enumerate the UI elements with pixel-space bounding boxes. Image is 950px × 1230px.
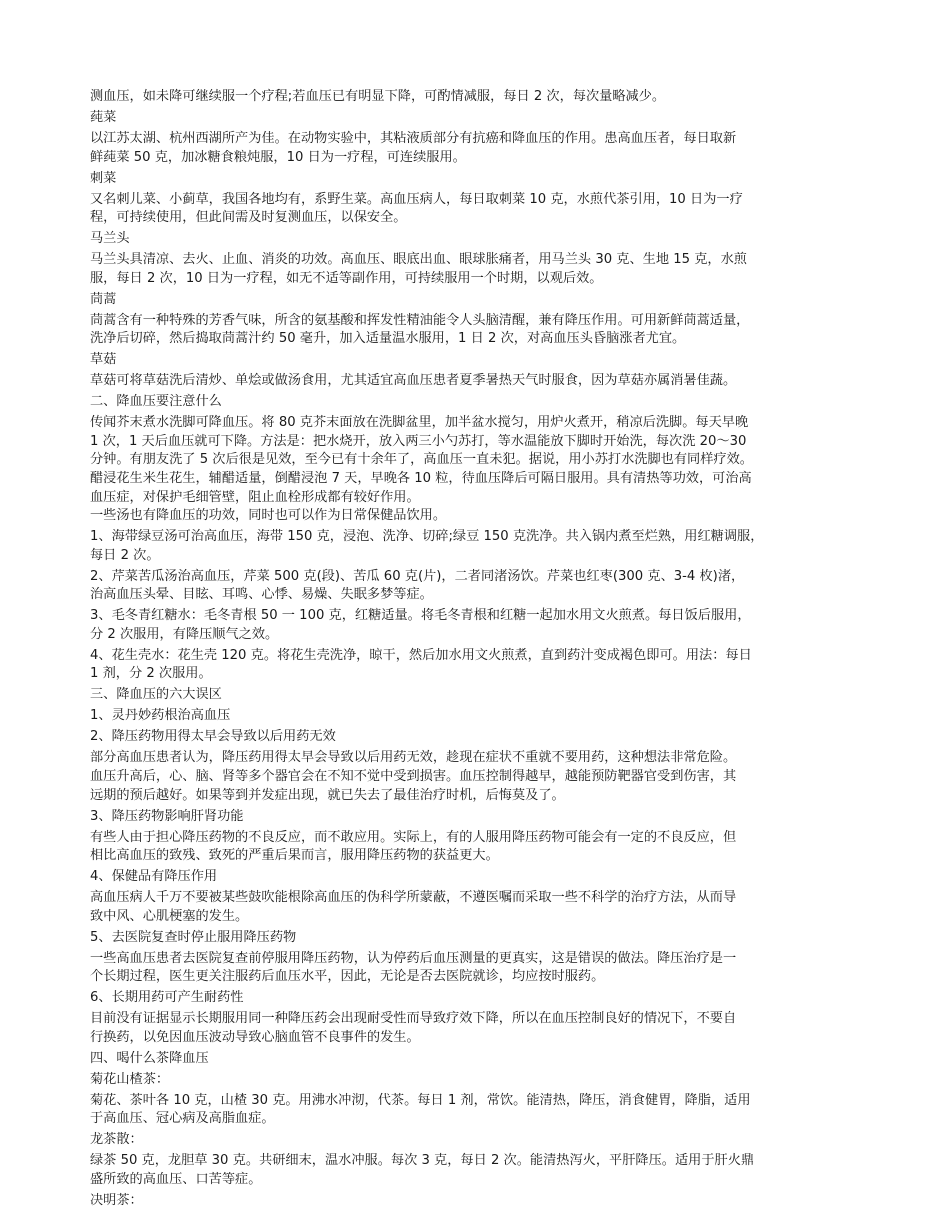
paragraph: [90, 607, 865, 644]
text-line: 盛所致的高血压、口苦等症。: [90, 1171, 262, 1187]
paragraph: [90, 251, 865, 288]
paragraph: [90, 568, 865, 605]
section-heading: 5、去医院复查时停止服用降压药物: [90, 929, 297, 945]
paragraph: [90, 647, 865, 684]
text-line: 治高血压头晕、目眩、耳鸣、心悸、易燥、失眠多梦等症。: [90, 587, 433, 603]
text-line: 血压升高后，心、脑、肾等多个器官会在不知不觉中受到损害。血压控制得越早，越能预防靶器官受到伤害，其: [90, 769, 737, 784]
text-line: 茼蒿含有一种特殊的芳香气味，所含的氨基酸和挥发性精油能令人头脑清醒，兼有降压作用。可用新鲜茼蒿适量，: [90, 312, 750, 328]
paragraph: [90, 950, 865, 987]
text-line: 测血压，如未降可继续服一个疗程;若血压已有明显下降，可酌情减服，每日 2 次，每次量略减少。: [90, 89, 666, 104]
section-heading: 马兰头: [90, 231, 130, 247]
section-heading: 三、降血压的六大误区: [90, 687, 222, 703]
text-line: 1 次，1 天后血压就可下降。方法是：把水烧开，放入两三小勺苏打，等水温能放下脚时开始洗，每次洗 20～30: [90, 433, 747, 449]
text-line: 1、海带绿豆汤可治高血压，海带 150 克，浸泡、洗净、切碎;绿豆 150 克洗净。共入锅内煮至烂熟，用红糖调服，: [90, 529, 764, 545]
text-line: 又名刺儿菜、小蓟草，我国各地均有，系野生菜。高血压病人，每日取刺菜 10 克，水煎代茶引用，10 日为一疗: [90, 191, 743, 207]
document-body: [90, 88, 865, 1213]
text-line: 马兰头具清凉、去火、止血、消炎的功效。高血压、眼底出血、眼球胀痛者，用马兰头 30 克、生地 15 克，水煎: [90, 252, 747, 268]
text-line: 个长期过程，医生更关注服药后血压水平，因此，无论是否去医院就诊，均应按时服药。: [90, 969, 605, 985]
paragraph: [90, 829, 865, 866]
text-line: 每日 2 次。: [90, 547, 160, 563]
section-heading: 决明茶：: [90, 1192, 143, 1208]
section-heading: 4、保健品有降压作用: [90, 869, 218, 885]
paragraph: [90, 528, 865, 565]
paragraph: [90, 1010, 865, 1047]
text-line: 以江苏太湖、杭州西湖所产为佳。在动物实验中，其粘液质部分有抗癌和降血压的作用。患高血压者，每日取新: [90, 130, 737, 146]
section-heading: 草菇: [90, 352, 117, 368]
text-line: 一些高血压患者去医院复查前停服用降压药物，认为停药后血压测量的更真实，这是错误的做法。降压治疗是一: [90, 950, 737, 966]
paragraph: [90, 1092, 865, 1129]
text-line: 行换药，以免因血压波动导致心脑血管不良事件的发生。: [90, 1029, 420, 1045]
section-heading: 四、喝什么茶降血压: [90, 1050, 209, 1066]
paragraph: [90, 1152, 865, 1189]
paragraph: [90, 312, 865, 349]
text-line: 服，每日 2 次，10 日为一疗程，如无不适等副作用，可持续服用一个时期，以观后效。: [90, 270, 603, 286]
section-heading: 6、长期用药可产生耐药性: [90, 990, 244, 1006]
text-line: 部分高血压患者认为，降压药用得太早会导致以后用药无效，趁现在症状不重就不要用药，这种想法非常危险。: [90, 750, 737, 766]
paragraph: [90, 372, 865, 391]
text-line: 传闻芥末煮水洗脚可降血压。将 80 克芥末面放在洗脚盆里，加半盆水搅匀，用炉火煮开，稍凉后洗脚。每天早晚: [90, 415, 749, 431]
section-heading: 3、降压药物影响肝肾功能: [90, 808, 244, 824]
section-heading: 菊花山楂茶：: [90, 1071, 170, 1087]
text-line: 3、毛冬青红糖水：毛冬青根 50 一 100 克，红糖适量。将毛冬青根和红糖一起加水用文火煎煮。每日饭后服用，: [90, 608, 751, 624]
section-heading: 茼蒿: [90, 291, 117, 307]
text-line: 程，可持续使用，但此间需及时复测血压，以保安全。: [90, 210, 407, 226]
section-heading: 2、降压药物用得太早会导致以后用药无效: [90, 729, 336, 745]
paragraph: [90, 88, 865, 107]
paragraph: [90, 191, 865, 228]
text-line: 于高血压、冠心病及高脂血症。: [90, 1111, 275, 1127]
section-heading: 莼菜: [90, 109, 117, 125]
section-heading: 龙茶散：: [90, 1132, 143, 1148]
text-line: 远期的预后越好。如果等到并发症出现，就已失去了最佳治疗时机，后悔莫及了。: [90, 787, 565, 803]
text-line: 致中风、心肌梗塞的发生。: [90, 908, 249, 924]
text-line: 菊花、茶叶各 10 克，山楂 30 克。用沸水冲沏，代茶。每日 1 剂，常饮。能清热，降压，消食健胃，降脂，适用: [90, 1092, 751, 1108]
text-line: 洗净后切碎，然后捣取茼蒿汁约 50 毫升，加入适量温水服用，1 日 2 次，对高血压头昏脑涨者尤宜。: [90, 331, 686, 347]
text-line: 1 剂，分 2 次服用。: [90, 666, 212, 682]
text-line: 4、花生壳水：花生壳 120 克。将花生壳洗净，晾干，然后加水用文火煎煮，直到药汁变成褐色即可。用法：每日: [90, 647, 752, 663]
paragraph: [90, 749, 865, 805]
section-heading: 二、降血压要注意什么: [90, 394, 222, 410]
text-line: 分钟。有朋友洗了 5 次后很是见效，至今已有十余年了，高血压一直未犯。据说，用小苏打水洗脚也有同样疗效。: [90, 452, 753, 468]
text-line: 相比高血压的致残、致死的严重后果而言，服用降压药物的获益更大。: [90, 848, 499, 864]
paragraph: [90, 889, 865, 926]
text-line: 草菇可将草菇洗后清炒、单烩或做汤食用，尤其适宜高血压患者夏季暑热天气时服食，因为草菇亦属消暑佳蔬。: [90, 373, 737, 389]
text-line: 目前没有证据显示长期服用同一种降压药会出现耐受性而导致疗效下降，所以在血压控制良好的情况下，不要自: [90, 1011, 737, 1027]
section-heading: 1、灵丹妙药根治高血压: [90, 708, 231, 724]
text-line: 有些人由于担心降压药物的不良反应，而不敢应用。实际上，有的人服用降压药物可能会有一定的不良反应，但: [90, 829, 737, 845]
text-line: 醋浸花生米生花生，辅醋适量，倒醋浸泡 7 天，早晚各 10 粒，待血压降后可隔日服用。具有清热等功效，可治高: [90, 470, 752, 486]
paragraph: [90, 130, 865, 167]
text-line: 血压症，对保护毛细管壁，阻止血栓形成都有较好作用。: [90, 489, 420, 505]
text-line: 分 2 次服用，有降压顺气之效。: [90, 626, 279, 642]
text-line: 鲜莼菜 50 克，加冰糖食粮炖服，10 日为一疗程，可连续服用。: [90, 149, 466, 165]
section-heading: 刺菜: [90, 170, 117, 186]
paragraph: [90, 414, 865, 526]
text-line: 绿茶 50 克，龙胆草 30 克。共研细末，温水冲服。每次 3 克，每日 2 次。能清热泻火，平肝降压。适用于肝火鼎: [90, 1153, 755, 1169]
text-line: 2、芹菜苦瓜汤治高血压，芹菜 500 克(段)、苦瓜 60 克(片)，二者同渚汤饮。芹菜也红枣(300 克、3-4 枚)渚，: [90, 568, 745, 584]
text-line: 高血压病人千万不要被某些鼓吹能根除高血压的伪科学所蒙蔽，不遵医嘱而采取一些不科学的治疗方法，从而导: [90, 890, 737, 906]
text-line: 一些汤也有降血压的功效，同时也可以作为日常保健品饮用。: [90, 508, 447, 524]
